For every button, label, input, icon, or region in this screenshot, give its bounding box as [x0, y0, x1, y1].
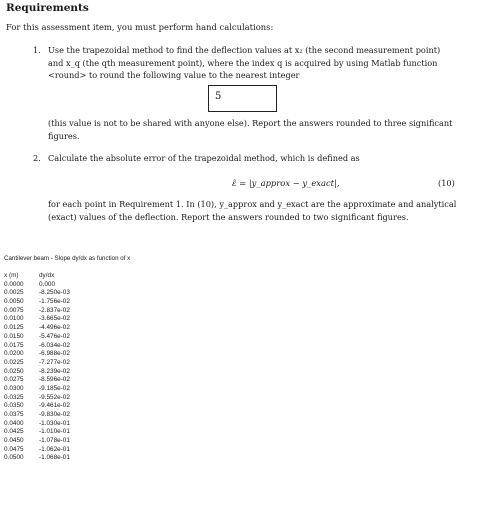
column-header-dydx: dy/dx [39, 272, 55, 279]
cell-x: 0.0375 [4, 411, 24, 418]
table-row [4, 324, 99, 333]
table-row [4, 428, 99, 437]
table-row [4, 281, 99, 290]
cell-dydx: -8.596e-02 [39, 376, 70, 384]
section-heading: Requirements [6, 2, 89, 14]
cell-dydx: -8.239e-02 [39, 367, 70, 375]
cell-dydx: -7.277e-02 [39, 358, 70, 366]
cell-x: 0.0225 [4, 358, 24, 366]
table-row [4, 420, 99, 429]
table-row [4, 298, 99, 307]
cell-dydx: 0.000 [39, 280, 55, 288]
cell-dydx: -5.476e-02 [39, 332, 70, 340]
column-header-x: x (m) [4, 272, 19, 279]
cell-x: 0.0075 [4, 306, 24, 314]
cell-x: 0.0450 [4, 437, 24, 445]
cell-dydx: -1.030e-01 [39, 419, 70, 427]
cell-x: 0.0350 [4, 402, 24, 410]
cell-dydx: -1.756e-02 [39, 298, 70, 306]
cell-dydx: -9.461e-02 [39, 402, 70, 410]
cell-dydx: -1.068e-01 [39, 454, 70, 462]
cell-dydx: -8.250e-03 [39, 289, 70, 297]
table-row [4, 411, 99, 420]
cell-x: 0.0250 [4, 367, 24, 375]
table-row [4, 289, 99, 298]
table-row [4, 307, 99, 316]
cell-dydx: -9.830e-02 [39, 411, 70, 418]
cell-dydx: -3.665e-02 [39, 315, 70, 323]
cell-x: 0.0000 [4, 280, 24, 288]
table-row [4, 333, 99, 342]
table-body [4, 281, 99, 463]
cell-dydx: -4.496e-02 [39, 324, 70, 332]
requirement-1-after-text: (this value is not to be shared with anyone else). Report the answers rounded to three significant figures. [48, 118, 453, 141]
table-row [4, 454, 99, 463]
cell-x: 0.0200 [4, 350, 24, 358]
requirement-1-text: Use the trapezoidal method to find the deflection values at x₂ (the second measurement point) and x_q (the qth measurement point), where the index q is acquired by using Matlab function <round> to round the following value to the nearest integer [48, 45, 441, 81]
table-row [4, 376, 99, 385]
requirement-1-number: 1. [33, 45, 41, 55]
cell-x: 0.0125 [4, 324, 24, 332]
cell-x: 0.0050 [4, 298, 24, 306]
cell-x: 0.0100 [4, 315, 24, 323]
table-header-row [4, 272, 99, 281]
cell-x: 0.0300 [4, 384, 24, 392]
requirement-2-after-text: for each point in Requirement 1. In (10), y_approx and y_exact are the approximate and analytical (exact) values of the deflection. Report the answers rounded to two significant figures. [48, 199, 457, 222]
table-row [4, 350, 99, 359]
cell-dydx: -9.552e-02 [39, 393, 70, 401]
table-row [4, 359, 99, 368]
table-title: Cantilever beam - Slope dy/dx as function of x [4, 255, 131, 262]
equation-number: (10) [438, 178, 455, 188]
cell-dydx: -6.988e-02 [39, 350, 70, 358]
table-row [4, 368, 99, 377]
cell-x: 0.0475 [4, 445, 24, 453]
cell-dydx: -1.078e-01 [39, 437, 70, 445]
cell-x: 0.0175 [4, 341, 24, 349]
cell-x: 0.0325 [4, 393, 24, 401]
cell-x: 0.0025 [4, 289, 24, 297]
table-row [4, 385, 99, 394]
cell-x: 0.0275 [4, 376, 24, 384]
cell-x: 0.0400 [4, 419, 24, 427]
requirement-2-text: Calculate the absolute error of the trapezoidal method, which is defined as [48, 153, 360, 163]
cell-x: 0.0500 [4, 454, 24, 462]
cell-x: 0.0425 [4, 428, 24, 436]
intro-text: For this assessment item, you must perform hand calculations: [6, 22, 274, 32]
cell-dydx: -9.185e-02 [39, 384, 70, 392]
cell-dydx: -1.062e-01 [39, 445, 70, 453]
slope-data-table [4, 272, 99, 463]
cell-x: 0.0150 [4, 332, 24, 340]
cell-dydx: -1.010e-01 [39, 428, 70, 436]
table-row [4, 446, 99, 455]
cell-dydx: -2.837e-02 [39, 306, 70, 314]
absolute-error-equation: ε̃ = |y_approx − y_exact|, [232, 178, 340, 188]
table-row [4, 402, 99, 411]
boxed-value: 5 [208, 85, 277, 112]
table-row [4, 342, 99, 351]
table-row [4, 437, 99, 446]
cell-dydx: -6.034e-02 [39, 341, 70, 349]
table-row [4, 315, 99, 324]
requirement-2-number: 2. [33, 153, 41, 163]
table-row [4, 394, 99, 403]
